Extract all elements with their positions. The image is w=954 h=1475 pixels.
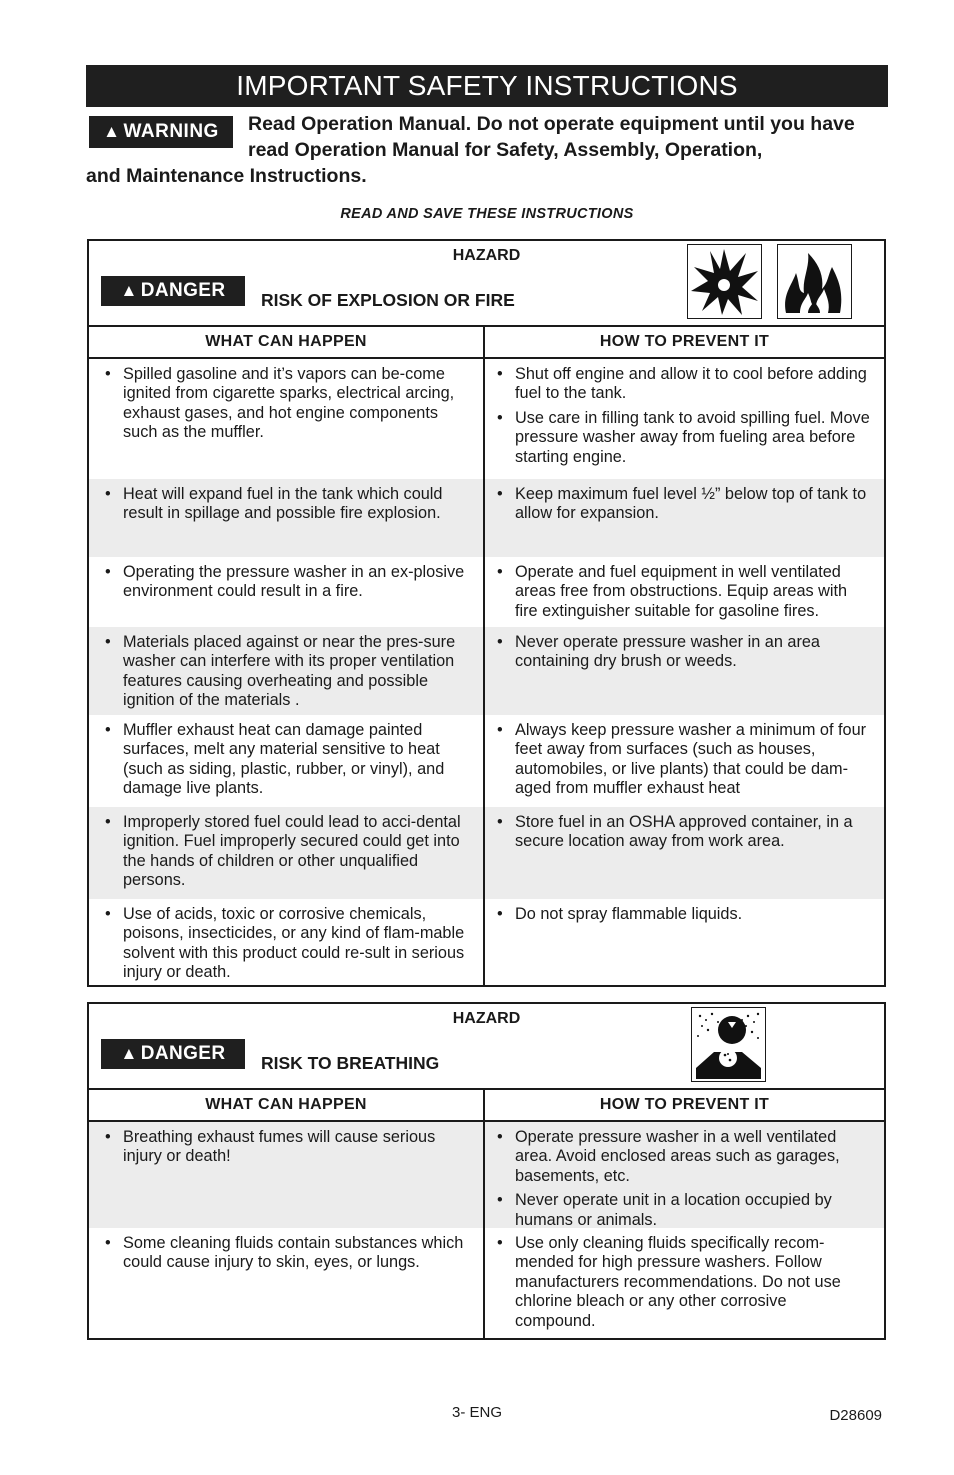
cell-how-to-prevent [485,899,884,985]
item-text: Operating the pressure washer in an ex-plosive environment could result in a fire. [123,563,465,601]
bullet-icon: • [105,365,111,383]
list-item [493,1191,870,1230]
list-item [493,563,870,621]
hazard-rows [89,1122,884,1338]
bullet-icon: • [497,813,503,831]
list-item [493,813,870,852]
cell-how-to-prevent [485,627,884,715]
bullet-icon: • [497,721,503,739]
cell-what-can-happen [89,899,485,985]
bullet-icon: • [105,485,111,503]
bullet-icon: • [497,1234,503,1252]
item-text: Operate pressure washer in a well ventilated area. Avoid enclosed areas such as garages, basements, etc. [515,1128,840,1185]
column-header-how: HOW TO PREVENT IT [599,333,770,350]
cell-what-can-happen [89,479,485,557]
cell-what-can-happen [89,1122,485,1228]
warning-triangle-icon: ▲ [120,1044,138,1063]
list-item [101,721,469,799]
list-item [101,1234,469,1273]
table-row [89,479,884,557]
cell-how-to-prevent [485,715,884,807]
item-text: Never operate pressure washer in an area containing dry brush or weeds. [515,633,820,671]
list-item [101,365,469,443]
danger-badge [101,276,245,306]
bullet-icon: • [497,633,503,651]
table-row [89,557,884,627]
list-item [101,563,469,602]
warning-badge-label: WARNING [123,121,219,142]
item-text: Materials placed against or near the pres-sure washer can interfere with its proper ventilation features causing overheating and possible ignition of the materials . [123,633,456,710]
hazard-header [89,1004,884,1090]
cell-how-to-prevent [485,807,884,899]
warning-text-continued: and Maintenance Instructions. [86,165,367,187]
table-row [89,899,884,985]
table-row [89,715,884,807]
cell-how-to-prevent [485,557,884,627]
bullet-icon: • [105,563,111,581]
explosion-icon [687,244,762,319]
bullet-icon: • [497,1191,503,1210]
list-item [101,485,469,524]
hazard-header [89,241,884,327]
table-row [89,359,884,479]
cell-how-to-prevent [485,479,884,557]
list-item [493,905,870,924]
list-item [101,1128,469,1167]
item-text: Heat will expand fuel in the tank which could result in spillage and possible fire explosion. [123,485,443,523]
list-item [101,813,469,891]
hazard-label: HAZARD [452,247,521,264]
list-item [493,721,870,799]
item-text: Use care in filling tank to avoid spilling fuel. Move pressure washer away from fueling area before starting engine. [515,408,870,466]
document-code: D28609 [829,1407,882,1424]
item-text: Keep maximum fuel level ½” below top of tank to allow for expansion. [515,485,867,523]
bullet-icon: • [497,408,503,427]
list-item [493,1234,870,1331]
item-text: Operate and fuel equipment in well ventilated areas free from obstructions. Equip areas with fire extinguisher suitable for gasoline fires. [515,563,848,620]
page-number: 3- ENG [451,1404,502,1421]
hazard-table-breathing [87,1002,886,1340]
item-text: Muffler exhaust heat can damage painted surfaces, melt any material sensitive to heat (such as siding, plastic, rubber, or vinyl), and damage live plants. [123,721,445,798]
item-text: Improperly stored fuel could lead to acci-dental ignition. Fuel improperly secured could get into the hands of children or other unqualified persons. [123,813,461,890]
hazard-label: HAZARD [452,1010,521,1027]
bullet-icon: • [497,1128,503,1146]
bullet-icon: • [105,1234,111,1252]
cell-how-to-prevent [485,1228,884,1338]
cell-what-can-happen [89,627,485,715]
fire-icon [777,244,852,319]
list-item [101,633,469,711]
danger-badge-label: DANGER [140,280,226,301]
item-text: Use only cleaning fluids specifically recom-mended for high pressure washers. Follow manufacturers recommendations. Do not use chlorine bleach or any other corrosive compound. [515,1234,841,1330]
cell-what-can-happen [89,557,485,627]
bullet-icon: • [497,905,503,923]
cell-what-can-happen [89,1228,485,1338]
list-item [493,633,870,672]
item-text: Never operate unit in a location occupied by humans or animals. [515,1191,832,1229]
cell-how-to-prevent [485,1122,884,1228]
bullet-icon: • [497,365,503,383]
column-headers [89,327,884,359]
table-row [89,1122,884,1228]
hazard-table-explosion-fire [87,239,886,987]
list-item [493,409,870,467]
danger-badge [101,1039,245,1069]
warning-triangle-icon: ▲ [120,281,138,300]
cell-what-can-happen [89,807,485,899]
bullet-icon: • [105,633,111,651]
column-header-what: WHAT CAN HAPPEN [89,1090,485,1120]
risk-label: RISK TO BREATHING [261,1053,440,1073]
table-row [89,627,884,715]
list-item [493,485,870,524]
cell-how-to-prevent [485,359,884,479]
column-headers [89,1090,884,1122]
read-save-notice: READ AND SAVE THESE INSTRUCTIONS [340,206,634,222]
warning-text: Read Operation Manual. Do not operate equipment until you have read Operation Manual for Safety, Assembly, Operation, [248,113,855,161]
bullet-icon: • [497,485,503,503]
warning-triangle-icon: ▲ [103,122,121,141]
item-text: Store fuel in an OSHA approved container, in a secure location away from work area. [515,813,853,851]
bullet-icon: • [105,813,111,831]
risk-label: RISK OF EXPLOSION OR FIRE [261,290,515,310]
hazard-rows [89,359,884,985]
column-header-how: HOW TO PREVENT IT [599,1096,770,1113]
list-item [493,365,870,404]
list-item [493,1128,870,1186]
item-text: Do not spray flammable liquids. [515,905,743,923]
table-row [89,1228,884,1338]
bullet-icon: • [105,721,111,739]
table-row [89,807,884,899]
item-text: Always keep pressure washer a minimum of four feet away from surfaces (such as houses, automobiles, or live plants) that could be dam-aged from muffler exhaust heat [515,721,867,798]
bullet-icon: • [497,563,503,581]
column-header-what: WHAT CAN HAPPEN [89,327,485,357]
danger-badge-label: DANGER [140,1043,226,1064]
cell-what-can-happen [89,715,485,807]
item-text: Breathing exhaust fumes will cause serious injury or death! [123,1128,436,1166]
toxic-fumes-icon [691,1007,766,1082]
list-item [101,905,469,983]
item-text: Use of acids, toxic or corrosive chemicals, poisons, insecticides, or any kind of flam-mable solvent with this product could re-sult in serious injury or death. [123,905,465,982]
cell-what-can-happen [89,359,485,479]
page-title: IMPORTANT SAFETY INSTRUCTIONS [86,65,888,107]
bullet-icon: • [105,1128,111,1146]
warning-badge [89,116,233,148]
item-text: Spilled gasoline and it’s vapors can be-come ignited from cigarette sparks, electrical arcing, exhaust gases, and hot engine components such as the muffler. [123,365,455,442]
item-text: Some cleaning fluids contain substances which could cause injury to skin, eyes, or lungs. [123,1234,464,1272]
bullet-icon: • [105,905,111,923]
item-text: Shut off engine and allow it to cool before adding fuel to the tank. [515,365,867,403]
